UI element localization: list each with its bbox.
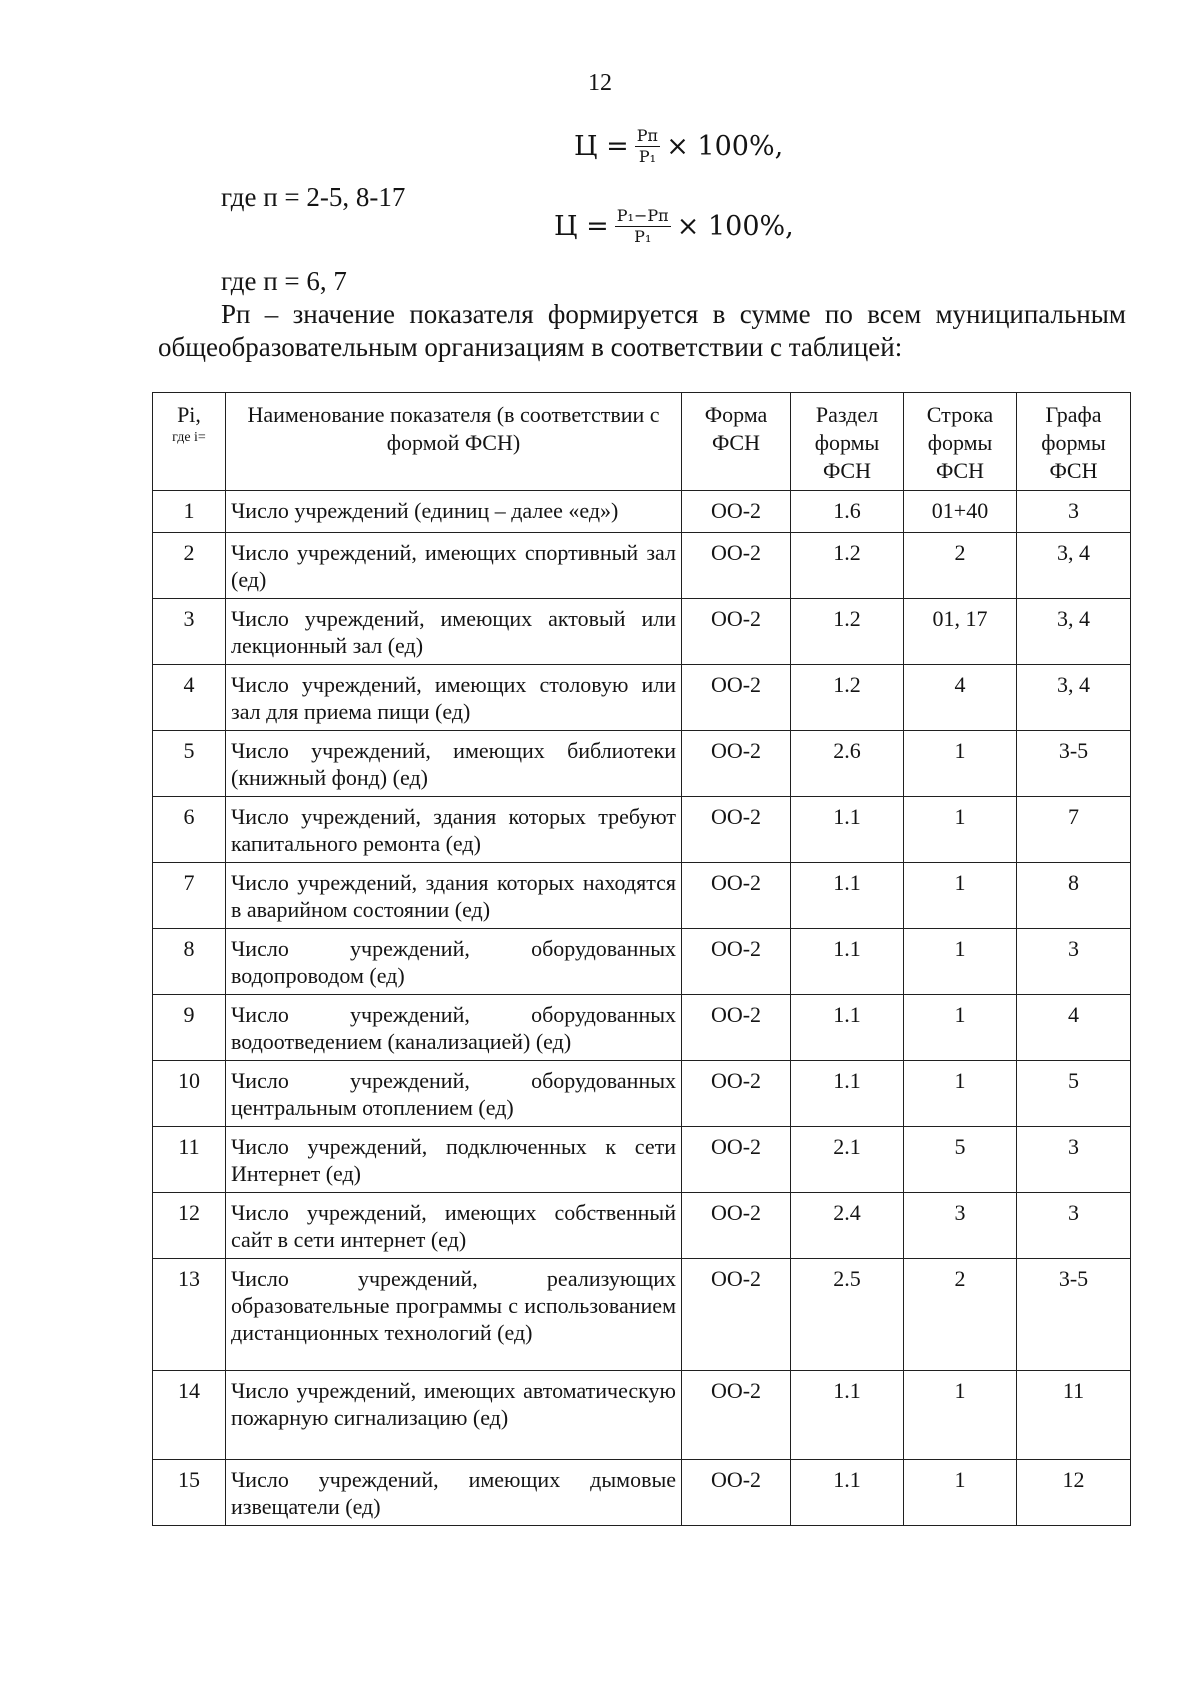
row-number: 1 (153, 491, 226, 533)
row-form: ОО-2 (682, 1061, 791, 1127)
row-column: 3, 4 (1017, 533, 1131, 599)
row-column: 3-5 (1017, 1259, 1131, 1371)
row-indicator-name: Число учреждений, оборудованных водопроводом (ед) (226, 929, 682, 995)
row-column: 3-5 (1017, 731, 1131, 797)
formula-fraction (635, 127, 660, 165)
table-row (153, 1061, 1131, 1127)
row-number: 14 (153, 1371, 226, 1460)
header-line: Строка формы ФСН (904, 393, 1017, 491)
table-row (153, 599, 1131, 665)
row-column: 7 (1017, 797, 1131, 863)
table-row (153, 1371, 1131, 1460)
row-number: 3 (153, 599, 226, 665)
row-form: ОО-2 (682, 1193, 791, 1259)
row-section: 2.4 (791, 1193, 904, 1259)
header-pi-sub: где i= (172, 430, 206, 445)
row-indicator-name: Число учреждений, имеющих дымовые извещатели (ед) (226, 1460, 682, 1526)
row-indicator-name: Число учреждений, здания которых находятся в аварийном состоянии (ед) (226, 863, 682, 929)
header-pi-label: Pi, (177, 402, 201, 427)
row-column: 5 (1017, 1061, 1131, 1127)
row-indicator-name: Число учреждений, реализующих образовательные программы с использованием дистанционных технологий (ед) (226, 1259, 682, 1371)
row-column: 3 (1017, 1193, 1131, 1259)
row-column: 3, 4 (1017, 665, 1131, 731)
table-row (153, 533, 1131, 599)
header-name: Наименование показателя (в соответствии с формой ФСН) (226, 393, 682, 491)
table-body (153, 491, 1131, 1526)
row-section: 2.1 (791, 1127, 904, 1193)
table-row (153, 1259, 1131, 1371)
row-number: 15 (153, 1460, 226, 1526)
formula-condition: где п = 2-5, 8-17 (221, 182, 406, 212)
row-indicator-name: Число учреждений, оборудованных водоотведением (канализацией) (ед) (226, 995, 682, 1061)
row-column: 3 (1017, 929, 1131, 995)
row-number: 13 (153, 1259, 226, 1371)
row-number: 2 (153, 533, 226, 599)
row-form: ОО-2 (682, 533, 791, 599)
row-line: 2 (904, 533, 1017, 599)
formula-denominator: P₁ (638, 146, 657, 166)
formula-share (574, 127, 783, 165)
body-paragraph (158, 298, 1126, 364)
row-indicator-name: Число учреждений, имеющих спортивный зал (ед) (226, 533, 682, 599)
row-form: ОО-2 (682, 1460, 791, 1526)
table-row (153, 929, 1131, 995)
formula-lhs: Ц = (554, 210, 609, 242)
row-line: 01+40 (904, 491, 1017, 533)
row-number: 12 (153, 1193, 226, 1259)
table-row (153, 995, 1131, 1061)
row-column: 4 (1017, 995, 1131, 1061)
row-indicator-name: Число учреждений, имеющих столовую или зал для приема пищи (ед) (226, 665, 682, 731)
table-row (153, 863, 1131, 929)
row-indicator-name: Число учреждений, оборудованных центральным отоплением (ед) (226, 1061, 682, 1127)
row-section: 1.2 (791, 665, 904, 731)
row-section: 1.1 (791, 929, 904, 995)
row-form: ОО-2 (682, 863, 791, 929)
formula-numerator: P₁−Pп (616, 206, 669, 225)
formula-numerator: Pп (636, 126, 659, 145)
row-indicator-name: Число учреждений, имеющих собственный сайт в сети интернет (ед) (226, 1193, 682, 1259)
row-section: 1.1 (791, 863, 904, 929)
indicator-table (152, 392, 1131, 1526)
formula-fraction (615, 207, 671, 245)
formula-rhs: × 100%, (676, 210, 794, 242)
row-form: ОО-2 (682, 665, 791, 731)
row-indicator-name: Число учреждений, имеющих библиотеки (книжный фонд) (ед) (226, 731, 682, 797)
row-number: 8 (153, 929, 226, 995)
row-section: 2.6 (791, 731, 904, 797)
row-section: 1.2 (791, 599, 904, 665)
row-line: 1 (904, 863, 1017, 929)
row-column: 11 (1017, 1371, 1131, 1460)
row-section: 1.6 (791, 491, 904, 533)
row-section: 1.1 (791, 995, 904, 1061)
row-column: 12 (1017, 1460, 1131, 1526)
paragraph-line: общеобразовательным организациям в соответствии с таблицей: (158, 332, 903, 362)
row-form: ОО-2 (682, 1371, 791, 1460)
row-section: 1.1 (791, 1061, 904, 1127)
table-row (153, 1193, 1131, 1259)
row-column: 8 (1017, 863, 1131, 929)
table-row (153, 731, 1131, 797)
row-form: ОО-2 (682, 929, 791, 995)
row-indicator-name: Число учреждений (единиц – далее «ед») (226, 491, 682, 533)
row-column: 3 (1017, 491, 1131, 533)
row-line: 3 (904, 1193, 1017, 1259)
formula-rhs: × 100%, (666, 130, 784, 162)
header-form: Форма ФСН (682, 393, 791, 491)
row-indicator-name: Число учреждений, здания которых требуют капитального ремонта (ед) (226, 797, 682, 863)
page-number: 12 (588, 70, 612, 96)
row-number: 6 (153, 797, 226, 863)
row-number: 9 (153, 995, 226, 1061)
row-line: 1 (904, 995, 1017, 1061)
row-form: ОО-2 (682, 995, 791, 1061)
header-pi (153, 393, 226, 491)
row-line: 4 (904, 665, 1017, 731)
row-form: ОО-2 (682, 599, 791, 665)
row-form: ОО-2 (682, 1127, 791, 1193)
formula-condition: где п = 6, 7 (221, 266, 347, 296)
row-indicator-name: Число учреждений, подключенных к сети Интернет (ед) (226, 1127, 682, 1193)
row-number: 4 (153, 665, 226, 731)
row-section: 1.1 (791, 1460, 904, 1526)
row-number: 10 (153, 1061, 226, 1127)
row-column: 3, 4 (1017, 599, 1131, 665)
row-indicator-name: Число учреждений, имеющих актовый или лекционный зал (ед) (226, 599, 682, 665)
row-indicator-name: Число учреждений, имеющих автоматическую пожарную сигнализацию (ед) (226, 1371, 682, 1460)
table-row (153, 1127, 1131, 1193)
row-line: 5 (904, 1127, 1017, 1193)
row-number: 11 (153, 1127, 226, 1193)
row-line: 1 (904, 797, 1017, 863)
table-row (153, 491, 1131, 533)
formula-denominator: P₁ (634, 226, 652, 246)
row-section: 1.2 (791, 533, 904, 599)
table-header-row (153, 393, 1131, 491)
paragraph-line: Pп – значение показателя формируется в сумме по всем муниципальным (221, 299, 1126, 329)
header-column: Графа формы ФСН (1017, 393, 1131, 491)
row-line: 1 (904, 731, 1017, 797)
formula-inverse-share (554, 207, 794, 245)
table-row (153, 665, 1131, 731)
row-form: ОО-2 (682, 491, 791, 533)
row-number: 5 (153, 731, 226, 797)
row-section: 1.1 (791, 1371, 904, 1460)
row-line: 2 (904, 1259, 1017, 1371)
row-line: 1 (904, 1371, 1017, 1460)
row-line: 01, 17 (904, 599, 1017, 665)
row-form: ОО-2 (682, 797, 791, 863)
table-row (153, 797, 1131, 863)
row-line: 1 (904, 1061, 1017, 1127)
row-column: 3 (1017, 1127, 1131, 1193)
row-line: 1 (904, 929, 1017, 995)
row-number: 7 (153, 863, 226, 929)
row-section: 2.5 (791, 1259, 904, 1371)
row-form: ОО-2 (682, 731, 791, 797)
table-row (153, 1460, 1131, 1526)
formula-lhs: Ц = (574, 130, 629, 162)
header-section: Раздел формы ФСН (791, 393, 904, 491)
row-form: ОО-2 (682, 1259, 791, 1371)
row-line: 1 (904, 1460, 1017, 1526)
row-section: 1.1 (791, 797, 904, 863)
